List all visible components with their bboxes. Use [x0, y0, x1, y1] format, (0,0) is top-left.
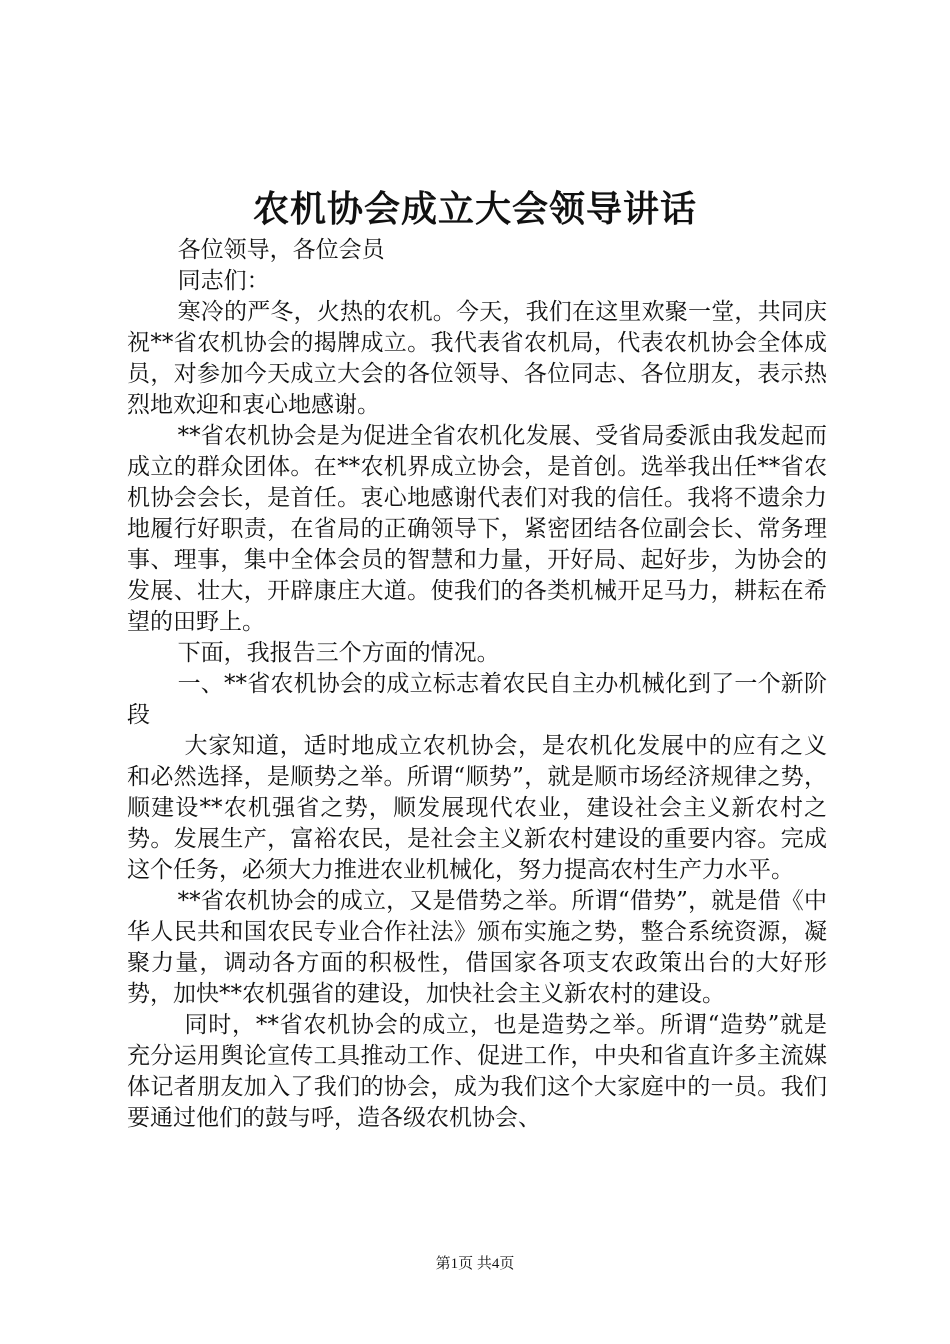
- body-paragraph: 下面，我报告三个方面的情况。: [177, 640, 500, 666]
- body-paragraph: **省农机协会是为促进全省农机化发展、受省局委派由我发起而成立的群众团体。在**农机界成立协会，是首创。选举我出任**省农机协会会长，是首任。衷心地感谢代表们对我的信任。我将不遗余力地履行好职责，在省局的正确领导下，紧密团结各位副会长、常务理事、理事，集中全体会员的智慧和力量，开好局、起好步，为协会的发展、壮大，开辟康庄大道。使我们的各类机械开足马力，耕耘在希望的田野上。: [127, 423, 827, 635]
- salutation-line: 各位领导，各位会员: [177, 237, 385, 263]
- section-heading: 一、**省农机协会的成立标志着农民自主办机械化到了一个新阶段: [127, 671, 827, 728]
- salutation-line: 同志们：: [177, 268, 270, 294]
- document-body: [127, 235, 827, 1134]
- page-number-footer: 第1页 共4页: [435, 1256, 515, 1272]
- body-paragraph: 同时，**省农机协会的成立，也是造势之举。所谓“造势”就是充分运用舆论宣传工具推动工作、促进工作，中央和省直许多主流媒体记者朋友加入了我们的协会，成为我们这个大家庭中的一员。我们要通过他们的鼓与呼，造各级农机协会、: [127, 1012, 827, 1131]
- document-title: 农机协会成立大会领导讲话: [252, 188, 697, 230]
- body-paragraph: **省农机协会的成立，又是借势之举。所谓“借势”，就是借《中华人民共和国农民专业合作社法》颁布实施之势，整合系统资源，凝聚力量，调动各方面的积极性，借国家各项支农政策出台的大好形势，加快**农机强省的建设，加快社会主义新农村的建设。: [127, 888, 827, 1007]
- body-paragraph: 大家知道，适时地成立农机协会，是农机化发展中的应有之义和必然选择，是顺势之举。所谓“顺势”，就是顺市场经济规律之势，顺建设**农机强省之势，顺发展现代农业，建设社会主义新农村之势。发展生产，富裕农民，是社会主义新农村建设的重要内容。完成这个任务，必须大力推进农业机械化，努力提高农村生产力水平。: [127, 733, 827, 883]
- body-paragraph: 寒冷的严冬，火热的农机。今天，我们在这里欢聚一堂，共同庆祝**省农机协会的揭牌成立。我代表省农机局，代表农机协会全体成员，对参加今天成立大会的各位领导、各位同志、各位朋友，表示热烈地欢迎和衷心地感谢。: [127, 299, 827, 418]
